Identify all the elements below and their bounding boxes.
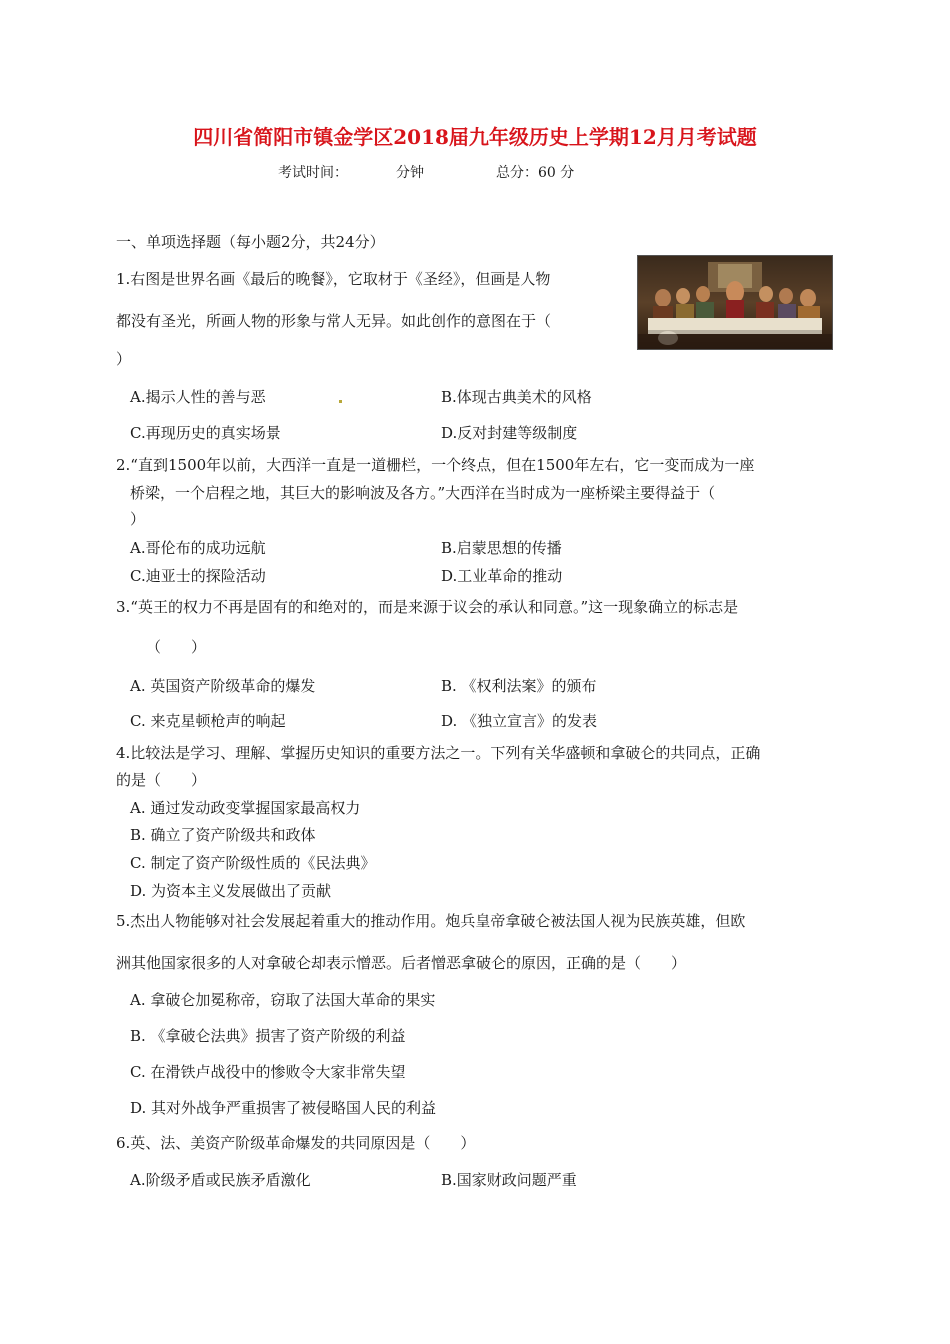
q3-option-a: A. 英国资产阶级革命的爆发 — [130, 677, 316, 695]
q2-option-b: B.启蒙思想的传播 — [441, 539, 562, 557]
q5-stem-line1: 5.杰出人物能够对社会发展起着重大的推动作用。炮兵皇帝拿破仑被法国人视为民族英雄，但欧 — [116, 912, 746, 930]
q2-option-c: C.迪亚士的探险活动 — [130, 567, 266, 585]
q3-stem-line2: （ ） — [146, 638, 207, 656]
last-supper-painting-image — [637, 255, 833, 350]
q4-option-c: C. 制定了资产阶级性质的《民法典》 — [130, 854, 376, 872]
q4-stem-line1: 4.比较法是学习、理解、掌握历史知识的重要方法之一。下列有关华盛顿和拿破仑的共同点，正确 — [116, 744, 761, 762]
q3-option-c: C. 来克星顿枪声的响起 — [130, 712, 286, 730]
q4-stem-line2: 的是（ ） — [116, 771, 207, 789]
q4-option-a: A. 通过发动政变掌握国家最高权力 — [130, 799, 361, 817]
q2-option-d: D.工业革命的推动 — [441, 567, 563, 585]
q3-stem-line1: 3.“英王的权力不再是固有的和绝对的，而是来源于议会的承认和同意。”这一现象确立的标志是 — [116, 598, 739, 616]
q6-option-b: B.国家财政问题严重 — [441, 1171, 577, 1189]
q5-option-b: B. 《拿破仑法典》损害了资产阶级的利益 — [130, 1027, 406, 1045]
scan-speck — [339, 400, 342, 403]
exam-time-label: 考试时间： — [278, 165, 348, 181]
q3-option-d: D. 《独立宣言》的发表 — [441, 712, 598, 730]
q5-option-a: A. 拿破仑加冕称帝，窃取了法国大革命的果实 — [130, 991, 436, 1009]
q2-stem-line1: 2.“直到1500年以前，大西洋一直是一道栅栏，一个终点，但在1500年左右，它一变而成为一座 — [116, 456, 755, 474]
q4-option-b: B. 确立了资产阶级共和政体 — [130, 826, 316, 844]
q2-stem-line2: 桥梁，一个启程之地，其巨大的影响波及各方。”大西洋在当时成为一座桥梁主要得益于（ — [130, 484, 716, 502]
q6-stem-line1: 6.英、法、美资产阶级革命爆发的共同原因是（ ） — [116, 1134, 476, 1152]
q6-option-a: A.阶级矛盾或民族矛盾激化 — [130, 1171, 311, 1189]
q5-option-d: D. 其对外战争严重损害了被侵略国人民的利益 — [130, 1099, 437, 1117]
q1-option-a: A.揭示人性的善与恶 — [130, 388, 266, 406]
q2-option-a: A.哥伦布的成功远航 — [130, 539, 266, 557]
q3-option-b: B. 《权利法案》的颁布 — [441, 677, 597, 695]
q5-option-c: C. 在滑铁卢战役中的惨败令大家非常失望 — [130, 1063, 406, 1081]
exam-total-score: 总分：60 分 — [496, 165, 575, 181]
q4-option-d: D. 为资本主义发展做出了贡献 — [130, 882, 332, 900]
q1-stem-line3: ） — [116, 350, 132, 368]
q5-stem-line2: 洲其他国家很多的人对拿破仑却表示憎恶。后者憎恶拿破仑的原因，正确的是（ ） — [116, 954, 687, 972]
q1-stem-line2: 都没有圣光，所画人物的形象与常人无异。如此创作的意图在于（ — [116, 312, 552, 330]
section-heading: 一、单项选择题（每小题2分，共24分） — [116, 233, 385, 251]
q2-stem-line3: ） — [130, 510, 146, 528]
exam-time-unit: 分钟 — [396, 165, 424, 181]
q1-stem-line1: 1.右图是世界名画《最后的晚餐》，它取材于《圣经》，但画是人物 — [116, 270, 551, 288]
exam-title: 四川省简阳市镇金学区2018届九年级历史上学期12月月考试题 — [193, 125, 757, 149]
q1-option-d: D.反对封建等级制度 — [441, 424, 578, 442]
q1-option-c: C.再现历史的真实场景 — [130, 424, 281, 442]
q1-option-b: B.体现古典美术的风格 — [441, 388, 592, 406]
